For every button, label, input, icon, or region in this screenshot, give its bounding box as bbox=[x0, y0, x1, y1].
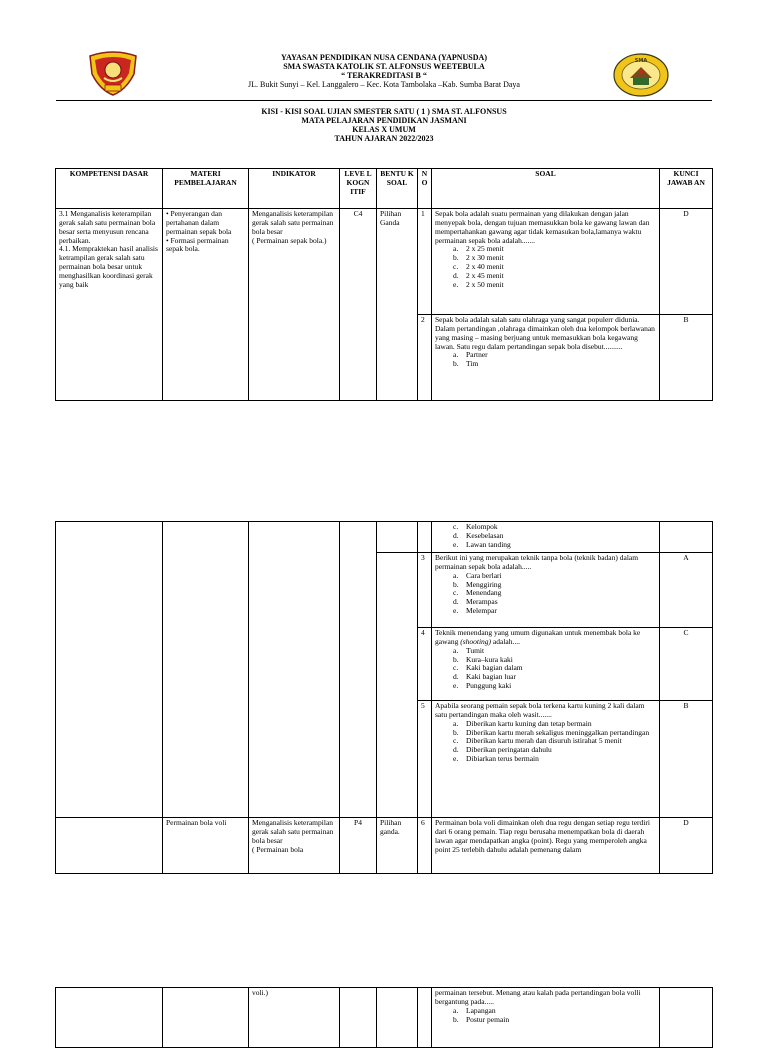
option-text: 2 x 40 menit bbox=[466, 262, 504, 272]
question-text-part: adalah.... bbox=[491, 636, 520, 646]
option-text: Postur pemain bbox=[466, 1014, 510, 1024]
answer-key-empty bbox=[660, 988, 713, 1048]
answer-options bbox=[435, 1007, 656, 1025]
option-letter: c. bbox=[453, 522, 459, 531]
answer-option bbox=[453, 360, 656, 369]
option-letter: e. bbox=[453, 606, 459, 616]
school-logo-text: SMA bbox=[634, 58, 648, 64]
bentuk-soal: Pilihan ganda. bbox=[377, 818, 418, 874]
option-letter: b. bbox=[453, 253, 459, 263]
answer-key: D bbox=[660, 818, 713, 874]
blueprint-table-page3 bbox=[55, 987, 713, 1048]
col-header-level: LEVE L KOGN ITIF bbox=[340, 169, 377, 209]
question-cell bbox=[432, 522, 660, 553]
option-letter: e. bbox=[453, 754, 459, 764]
table-row bbox=[56, 988, 713, 1048]
foundation-name: YAYASAN PENDIDIKAN NUSA CENDANA (YAPNUSDA) bbox=[281, 53, 487, 62]
bentuk-empty bbox=[377, 988, 418, 1048]
option-letter: a. bbox=[453, 718, 459, 728]
option-text: Punggung kaki bbox=[466, 681, 512, 691]
blueprint-table-page2 bbox=[55, 521, 713, 874]
col-header-bentuk: BENTU K SOAL bbox=[377, 169, 418, 209]
option-text: Diberikan kartu merah dan disuruh istirahat 5 menit bbox=[466, 736, 622, 746]
option-text: Partner bbox=[466, 350, 488, 360]
option-letter: d. bbox=[453, 530, 459, 540]
question-cell bbox=[432, 701, 660, 818]
option-letter: e. bbox=[453, 279, 459, 289]
option-letter: a. bbox=[453, 645, 459, 655]
indikator: voli.) bbox=[249, 988, 340, 1048]
col-header-kunci: KUNCI JAWAB AN bbox=[660, 169, 713, 209]
answer-key: D bbox=[660, 209, 713, 315]
indikator: Menganalisis keterampilan gerak salah satu permainan bola besar ( Permainan bola bbox=[249, 818, 340, 874]
option-letter: e. bbox=[453, 681, 459, 691]
indikator-empty bbox=[249, 522, 340, 818]
question-text: Sepak bola adalah suatu permainan yang dilakukan dengan jalan menyepak bola, dengan tujuan memasukkan bola ke gawang lawan dan mempertahankan gawang agar tidak kemasukan bola,lamanya waktu permainan sepak bola adalah....... bbox=[435, 209, 650, 245]
level-empty bbox=[340, 522, 377, 818]
option-text: 2 x 25 menit bbox=[466, 244, 504, 254]
option-text: Kaki bagian dalam bbox=[466, 663, 523, 673]
option-letter: a. bbox=[453, 1005, 459, 1015]
option-letter: b. bbox=[453, 727, 459, 737]
option-text: Kaki bagian luar bbox=[466, 672, 516, 682]
option-text: 2 x 50 menit bbox=[466, 279, 504, 289]
answer-key: A bbox=[660, 553, 713, 628]
bentuk-empty bbox=[377, 553, 418, 818]
option-text: Tumit bbox=[466, 645, 485, 655]
question-number: 1 bbox=[418, 209, 432, 315]
option-letter: c. bbox=[453, 588, 459, 598]
table-row bbox=[56, 522, 713, 553]
answer-options bbox=[435, 572, 656, 616]
document-title bbox=[0, 108, 768, 144]
answer-option bbox=[453, 607, 656, 616]
option-letter: c. bbox=[453, 262, 459, 272]
question-cell bbox=[432, 315, 660, 401]
question-text: Berikut ini yang merupakan teknik tanpa bola (teknik badan) dalam permainan sepak bola adalah..... bbox=[435, 553, 639, 571]
option-letter: e. bbox=[453, 539, 459, 549]
option-letter: a. bbox=[453, 244, 459, 254]
question-text: permainan tersebut. Menang atau kalah pada pertandingan bola volli bergantung pada..... bbox=[435, 988, 641, 1006]
question-cell bbox=[432, 209, 660, 315]
question-text: Permainan bola voli dimainkan oleh dua regu dengan setiap regu terdiri dari 6 orang pemain. Tiap regu berusaha menempatkan bola di daerah lawan agar mendapatkan angka (point). Regu yang memperoleh angka point 25 terlebih dahulu adalah pemenang dalam bbox=[432, 818, 660, 874]
option-letter: c. bbox=[453, 736, 459, 746]
option-text: Tim bbox=[466, 359, 479, 369]
question-cell bbox=[432, 988, 660, 1048]
option-letter: d. bbox=[453, 745, 459, 755]
option-text: Menendang bbox=[466, 588, 502, 598]
question-text: Apabila seorang pemain sepak bola terkena kartu kuning 2 kali dalam satu pertandingan maka oleh wasit....... bbox=[435, 701, 645, 719]
option-text: Merampas bbox=[466, 597, 498, 607]
option-text: Menggiring bbox=[466, 579, 502, 589]
table-row bbox=[56, 818, 713, 874]
option-letter: a. bbox=[453, 570, 459, 580]
question-text-italic: (shooting) bbox=[460, 636, 492, 646]
option-text: Diberikan kartu kuning dan tetap bermain bbox=[466, 718, 592, 728]
answer-key-empty bbox=[660, 522, 713, 553]
level-kognitif: P4 bbox=[340, 818, 377, 874]
option-text: 2 x 45 menit bbox=[466, 270, 504, 280]
blueprint-table-page1 bbox=[55, 168, 713, 401]
materi-empty bbox=[163, 988, 249, 1048]
question-text bbox=[435, 629, 656, 647]
answer-options bbox=[435, 245, 656, 289]
answer-option bbox=[453, 682, 656, 691]
question-number-empty bbox=[418, 522, 432, 553]
kompetensi-dasar-empty bbox=[56, 988, 163, 1048]
answer-key: B bbox=[660, 315, 713, 401]
option-text: Kesebelasan bbox=[466, 530, 504, 540]
option-text: Lapangan bbox=[466, 1005, 496, 1015]
materi-empty bbox=[163, 522, 249, 818]
table-header-row bbox=[56, 169, 713, 209]
option-text: Dibiarkan terus bermain bbox=[466, 754, 539, 764]
question-number-empty bbox=[418, 988, 432, 1048]
option-letter: a. bbox=[453, 350, 459, 360]
answer-options bbox=[435, 351, 656, 369]
letterhead bbox=[0, 54, 768, 90]
bentuk-empty bbox=[377, 522, 418, 553]
option-letter: c. bbox=[453, 663, 459, 673]
option-text: Diberikan peringatan dahulu bbox=[466, 745, 552, 755]
col-header-kd: KOMPETENSI DASAR bbox=[56, 169, 163, 209]
answer-option bbox=[453, 351, 656, 360]
option-text: 2 x 30 menit bbox=[466, 253, 504, 263]
title-line3: KELAS X UMUM bbox=[352, 124, 416, 134]
option-text: Lawan tanding bbox=[466, 539, 511, 549]
answer-option bbox=[453, 281, 656, 290]
kompetensi-dasar-empty bbox=[56, 818, 163, 874]
kompetensi-dasar: 3.1 Menganalisis keterampilan gerak salah satu permainan bola besar serta menyusun rencana perbaikan. 4.1. Mempraktekan hasil analisis ketrampilan gerak salah satu permainan bola besar untuk menghasilkan koordinasi gerak yang baik bbox=[56, 209, 163, 401]
question-number: 5 bbox=[418, 701, 432, 818]
kompetensi-dasar-empty bbox=[56, 522, 163, 818]
option-letter: d. bbox=[453, 597, 459, 607]
option-letter: b. bbox=[453, 1014, 459, 1024]
col-header-materi: MATERI PEMBELAJARAN bbox=[163, 169, 249, 209]
table-row bbox=[56, 209, 713, 315]
col-header-no: N O bbox=[418, 169, 432, 209]
option-text: Cara berlari bbox=[466, 570, 502, 580]
option-letter: d. bbox=[453, 270, 459, 280]
option-text: Kelompok bbox=[466, 522, 498, 531]
col-header-soal: SOAL bbox=[432, 169, 660, 209]
school-address: JL. Bukit Sunyi – Kel. Langgalero – Kec. Kota Tambolaka –Kab. Sumba Barat Daya bbox=[248, 79, 520, 89]
option-letter: d. bbox=[453, 672, 459, 682]
option-letter: b. bbox=[453, 579, 459, 589]
option-letter: b. bbox=[453, 654, 459, 664]
title-line2: MATA PELAJARAN PENDIDIKAN JASMANI bbox=[301, 115, 467, 125]
bentuk-soal: Pilihan Ganda bbox=[377, 209, 418, 401]
title-line4: TAHUN AJARAN 2022/2023 bbox=[334, 133, 434, 143]
school-name: SMA SWASTA KATOLIK ST. ALFONSUS WEETEBULA bbox=[283, 61, 485, 71]
question-number: 4 bbox=[418, 628, 432, 701]
answer-options bbox=[435, 523, 656, 550]
letterhead-rule bbox=[56, 100, 712, 101]
indikator: Menganalisis keterampilan gerak salah satu permainan bola besar ( Permainan sepak bola.) bbox=[249, 209, 340, 401]
answer-key: C bbox=[660, 628, 713, 701]
answer-options bbox=[435, 647, 656, 691]
question-number: 6 bbox=[418, 818, 432, 874]
question-cell bbox=[432, 628, 660, 701]
question-number: 3 bbox=[418, 553, 432, 628]
materi-pembelajaran: • Penyerangan dan pertahanan dalam permainan sepak bola • Formasi permainan sepak bola. bbox=[163, 209, 249, 401]
level-empty bbox=[340, 988, 377, 1048]
option-text: Kura–kura kaki bbox=[466, 654, 513, 664]
answer-option bbox=[453, 755, 656, 764]
col-header-indikator: INDIKATOR bbox=[249, 169, 340, 209]
level-kognitif: C4 bbox=[340, 209, 377, 401]
title-line1: KISI - KISI SOAL UJIAN SMESTER SATU ( 1 ) SMA ST. ALFONSUS bbox=[261, 107, 507, 116]
answer-options bbox=[435, 720, 656, 764]
option-letter: b. bbox=[453, 359, 459, 369]
answer-option bbox=[453, 541, 656, 550]
accreditation: “ TERAKREDITASI B “ bbox=[341, 70, 427, 80]
answer-key: B bbox=[660, 701, 713, 818]
answer-option bbox=[453, 1016, 656, 1025]
option-text: Melempar bbox=[466, 606, 497, 616]
option-text: Diberikan kartu merah sekaligus meninggalkan pertandingan bbox=[466, 727, 650, 737]
question-text: Sepak bola adalah salah satu olahraga yang sangat populerr didunia. Dalam pertandingan ,olahraga dimainkan oleh dua kelompok berlawanan yang masing – masing berjuang untuk memasukkan bola kegawang lawan. Satu regu dalam pertandingan sepak bola disebut.......... bbox=[435, 315, 655, 351]
materi-pembelajaran: Permainan bola voli bbox=[163, 818, 249, 874]
question-number: 2 bbox=[418, 315, 432, 401]
question-cell bbox=[432, 553, 660, 628]
question-text-part: Teknik menendang yang umum digunakan untuk menembak bola ke gawang bbox=[435, 628, 641, 646]
